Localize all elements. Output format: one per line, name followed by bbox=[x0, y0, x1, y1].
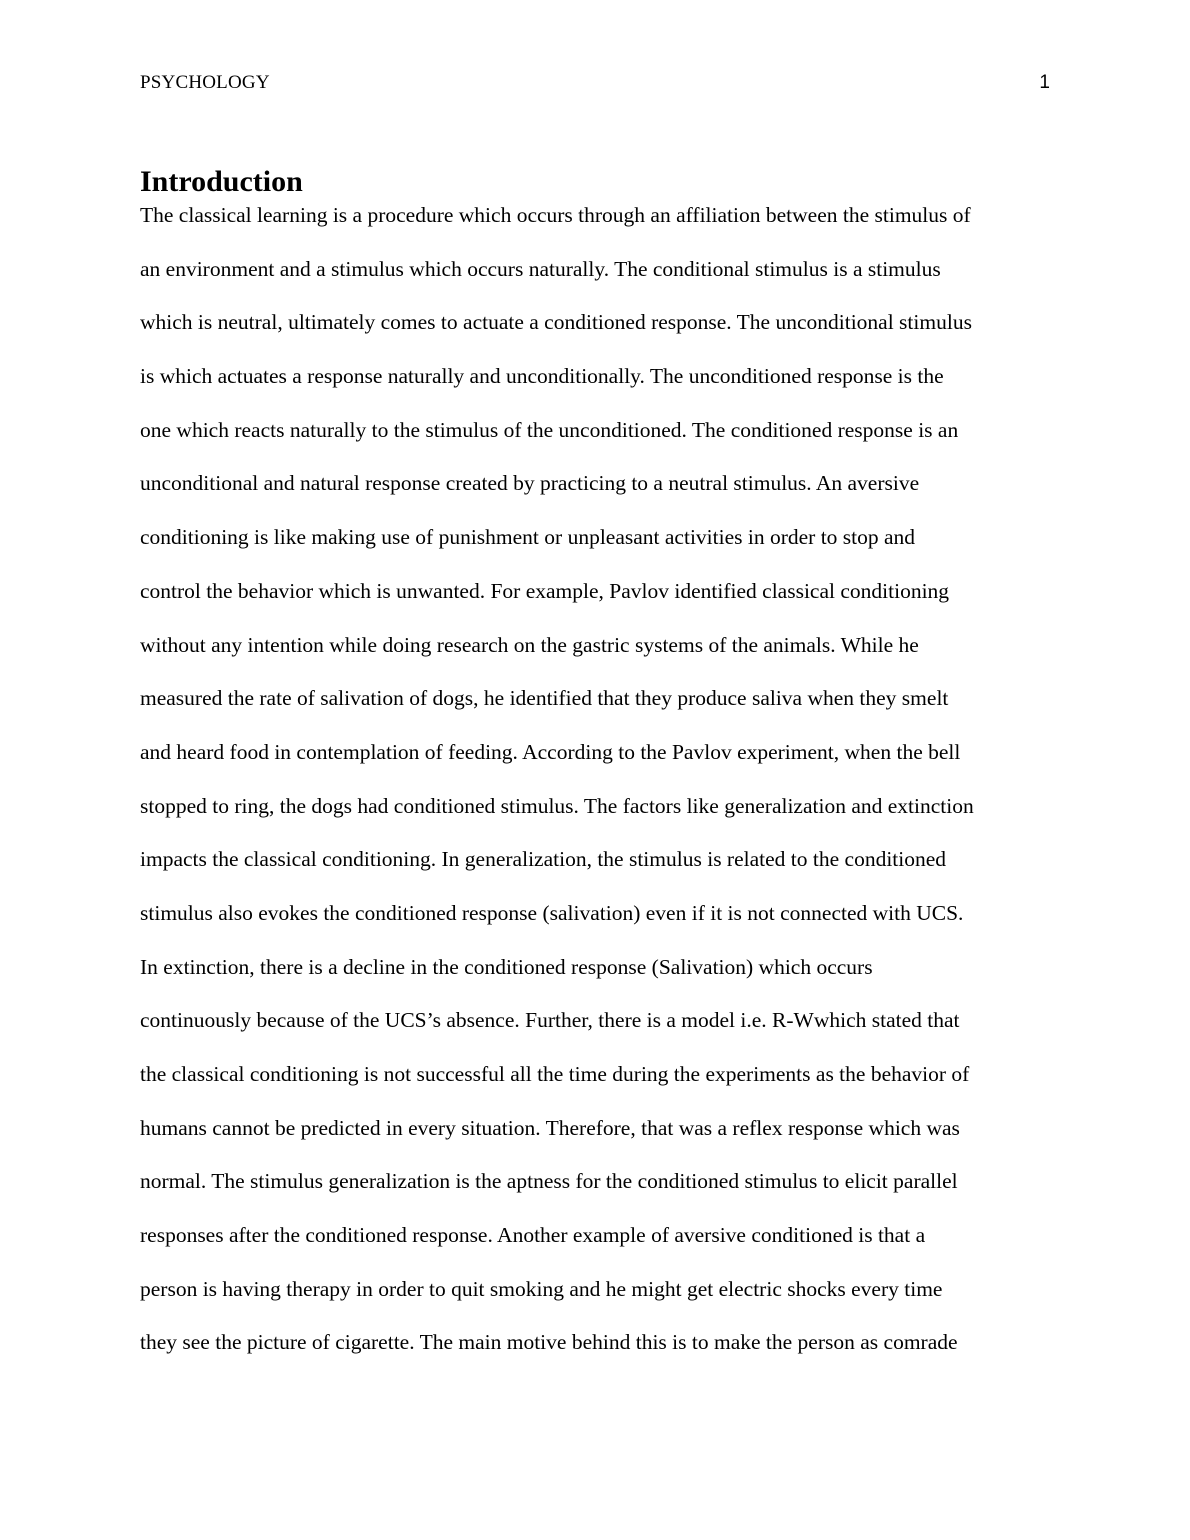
paragraph-line: continuously because of the UCS’s absence. Further, there is a model i.e. R-Wwhich stated that bbox=[140, 1008, 960, 1033]
paragraph-line: stimulus also evokes the conditioned response (salivation) even if it is not connected with UCS. bbox=[140, 900, 964, 925]
paragraph-line: person is having therapy in order to quit smoking and he might get electric shocks every time bbox=[140, 1276, 943, 1301]
paragraph-line: is which actuates a response naturally and unconditionally. The unconditioned response is the bbox=[140, 364, 944, 389]
paragraph-line: In extinction, there is a decline in the conditioned response (Salivation) which occurs bbox=[140, 954, 873, 979]
paragraph-line: an environment and a stimulus which occurs naturally. The conditional stimulus is a stimulus bbox=[140, 256, 941, 281]
paragraph-line: normal. The stimulus generalization is the aptness for the conditioned stimulus to elicit parallel bbox=[140, 1169, 958, 1194]
paragraph-line: humans cannot be predicted in every situation. Therefore, that was a reflex response which was bbox=[140, 1115, 960, 1140]
body-paragraph bbox=[140, 201, 1060, 1382]
paragraph-line: they see the picture of cigarette. The main motive behind this is to make the person as comrade bbox=[140, 1330, 958, 1355]
page-number: 1 bbox=[1039, 72, 1050, 93]
running-head: PSYCHOLOGY bbox=[140, 72, 270, 93]
paragraph-line: without any intention while doing research on the gastric systems of the animals. While he bbox=[140, 632, 919, 657]
section-heading: Introduction bbox=[140, 165, 303, 198]
paragraph-line: stopped to ring, the dogs had conditioned stimulus. The factors like generalization and extinction bbox=[140, 793, 974, 818]
paragraph-line: the classical conditioning is not successful all the time during the experiments as the behavior of bbox=[140, 1062, 970, 1086]
paragraph-line: and heard food in contemplation of feeding. According to the Pavlov experiment, when the bell bbox=[140, 739, 961, 764]
paragraph-line: one which reacts naturally to the stimulus of the unconditioned. The conditioned response is an bbox=[140, 417, 959, 442]
paragraph-line: which is neutral, ultimately comes to actuate a conditioned response. The unconditional stimulus bbox=[140, 310, 972, 335]
paragraph-line: unconditional and natural response created by practicing to a neutral stimulus. An aversive bbox=[140, 471, 920, 496]
paragraph-line: measured the rate of salivation of dogs, he identified that they produce saliva when they smelt bbox=[140, 686, 949, 711]
paragraph-line: responses after the conditioned response. Another example of aversive conditioned is that a bbox=[140, 1223, 926, 1248]
paragraph-line: The classical learning is a procedure which occurs through an affiliation between the stimulus of bbox=[140, 203, 971, 227]
paragraph-line: conditioning is like making use of punishment or unpleasant activities in order to stop and bbox=[140, 525, 916, 550]
paragraph-line: control the behavior which is unwanted. For example, Pavlov identified classical conditioning bbox=[140, 578, 950, 603]
paragraph-line: impacts the classical conditioning. In generalization, the stimulus is related to the conditioned bbox=[140, 847, 947, 872]
